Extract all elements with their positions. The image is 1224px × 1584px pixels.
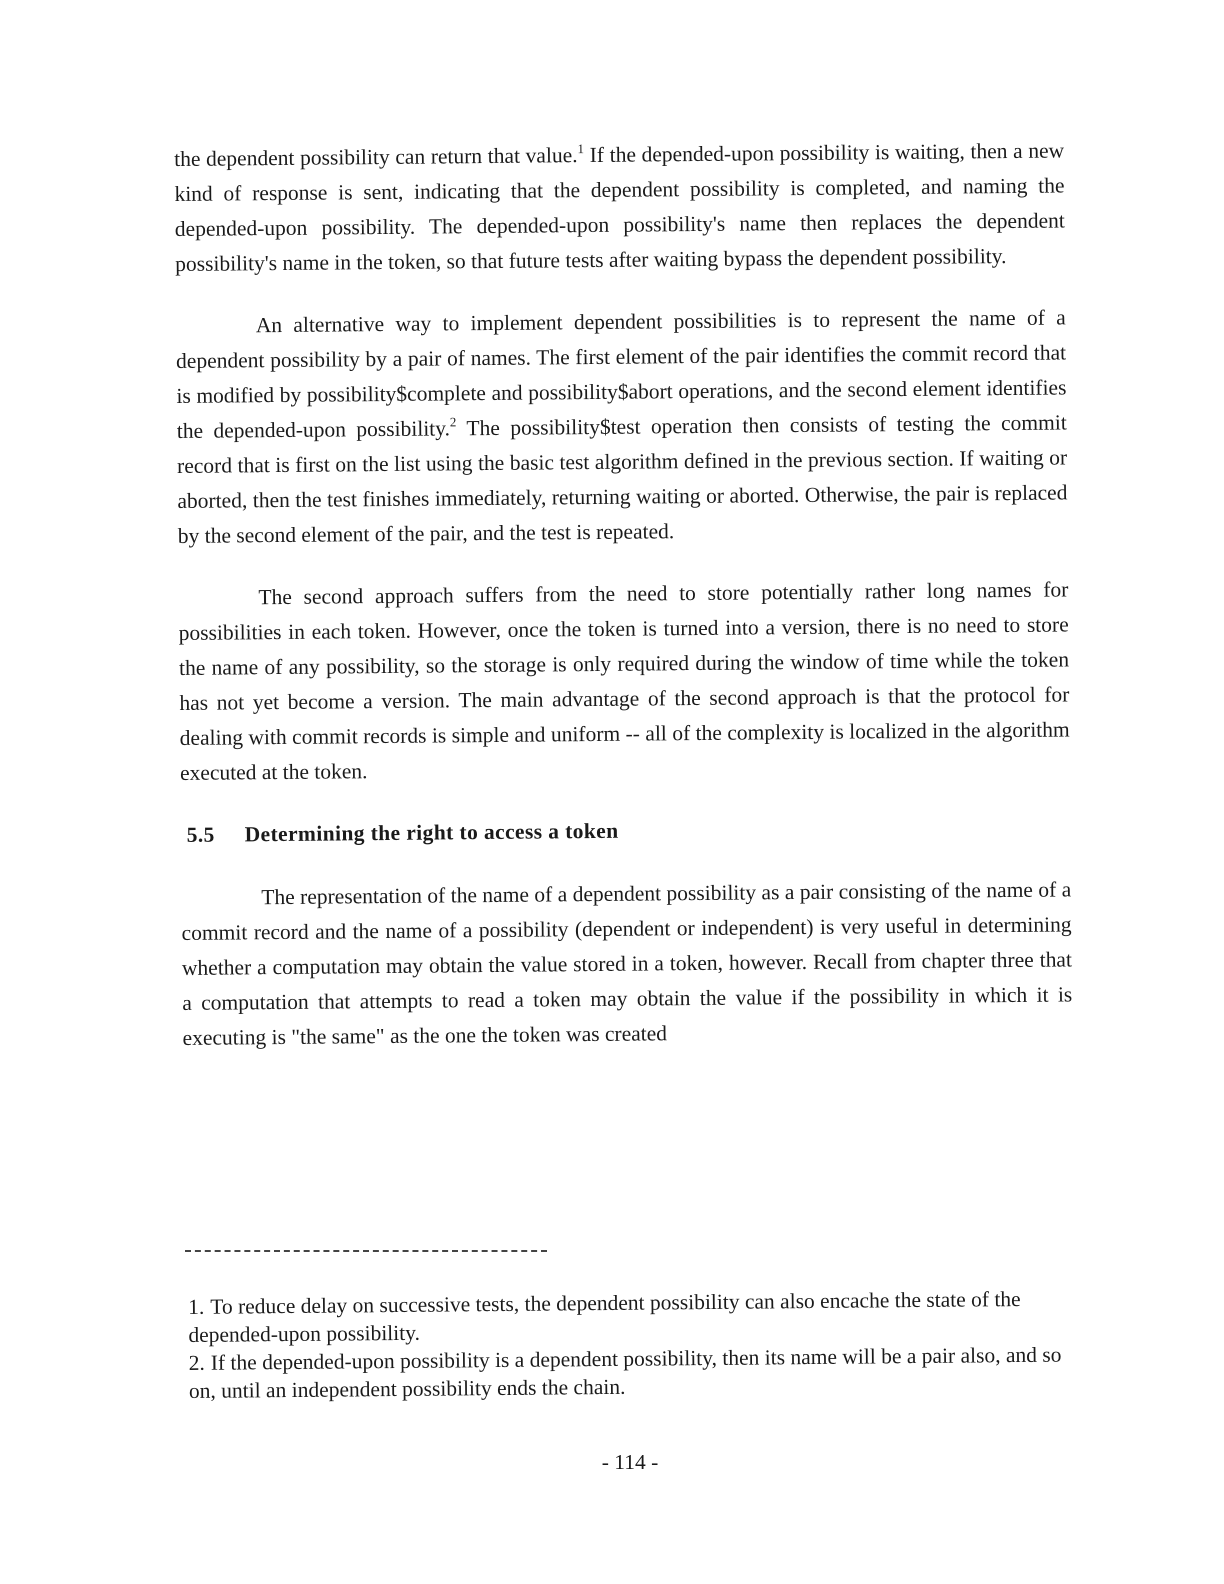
paragraph-2-text-b: The possibility$test operation then consists of testing the commit record that is first on the list using the basic test algorithm defined in the previous section. If waiting or aborted, then the test finishes immediately, returning waiting or aborted. Otherwise, the pair is replaced by the second element of the pair, and the test is repeated. — [176, 410, 1068, 548]
paragraph-3: The second approach suffers from the need to store potentially rather long names for possibilities in each token. However, once the token is turned into a version, there is no need to store the name of any possibility, so the storage is only required during the window of time while the token has not yet become a version. The main advantage of the second approach is that the protocol for dealing with commit records is simple and uniform -- all of the complexity is localized in the algorithm executed at the token. — [178, 577, 1070, 785]
paragraph-1-text-b: If the depended-upon possibility is waiting, then a new kind of response is sent, indicating that the dependent possibility is completed, and naming the depended-upon possibility. The depended-upon possibility's name then replaces the dependent possibility's name in the token, so that future tests after waiting bypass the dependent possibility. — [174, 138, 1065, 276]
footnote-marker-1: 1 — [577, 141, 585, 157]
footnotes — [188, 1285, 1071, 1405]
paragraph-2 — [176, 300, 1068, 554]
section-title: Determining the right to access a token — [244, 818, 619, 847]
footnote-2-text: If the depended-upon possibility is a dependent possibility, then its name will be a pair also, and so on, until an independent possibility ends the chain. — [188, 1342, 1062, 1403]
page-number: - 114 - — [601, 1450, 659, 1474]
body-text — [174, 133, 1073, 1082]
section-heading — [186, 809, 1070, 852]
footnote-2 — [189, 1341, 1071, 1405]
footnote-marker-2: 2 — [449, 414, 457, 430]
footnote-1-number: 1. — [188, 1294, 205, 1319]
section-number: 5.5 — [186, 822, 215, 847]
paragraph-4: The representation of the name of a dependent possibility as a pair consisting of the name of a commit record and the name of a possibility (dependent or independent) is very useful in determining whether a computation may obtain the value stored in a token, however. Recall from chapter three that a computation that attempts to read a token may obtain the value if the possibility in which it is executing is "the same" as the one the token was created — [181, 877, 1073, 1050]
footnote-2-number: 2. — [188, 1350, 205, 1375]
paragraph-1 — [174, 133, 1065, 282]
footnote-1-text: To reduce delay on successive tests, the dependent possibility can also encache the state of the depended-upon possibility. — [188, 1287, 1021, 1347]
footnote-1 — [188, 1285, 1070, 1349]
footnote-separator — [185, 1250, 547, 1252]
paragraph-1-text-a: the dependent possibility can return that value. — [174, 143, 578, 171]
paragraph-2-text-a: An alternative way to implement dependent possibilities is to represent the name of a dependent possibility by a pair of names. The first element of the pair identifies the commit record that is modified by possibility$complete and possibility$abort operations, and the second element identifies the depended-upon possibility. — [175, 305, 1067, 443]
